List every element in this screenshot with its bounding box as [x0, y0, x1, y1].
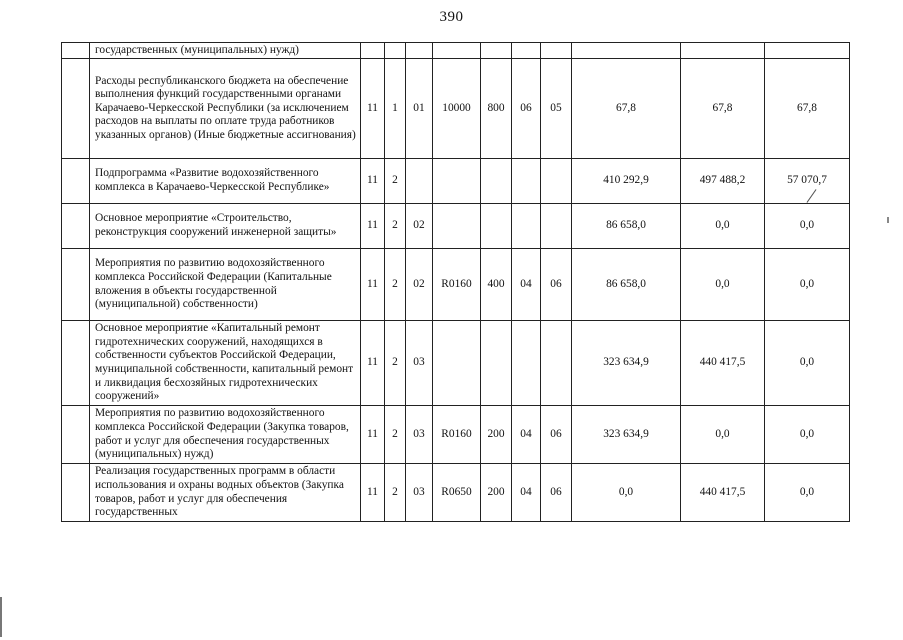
code-cell: 11	[361, 464, 385, 522]
description-cell: Расходы республиканского бюджета на обеспечение выполнения функций государственными органами Карачаево-Черкесской Республики (за исключением расходов на выплаты по оплате труда работников указанных органов) (Иные бюджетные ассигнования)	[90, 59, 361, 159]
scan-edge-mark	[0, 597, 2, 637]
code-cell	[541, 204, 572, 249]
amount-cell: 0,0	[681, 204, 765, 249]
code-cell: 11	[361, 321, 385, 406]
amount-cell: 0,0	[572, 464, 681, 522]
code-cell: 11	[361, 249, 385, 321]
code-cell: 03	[406, 406, 433, 464]
row-marker-cell	[62, 159, 90, 204]
code-cell: 1	[385, 59, 406, 159]
code-cell: 06	[541, 406, 572, 464]
table-row	[62, 321, 850, 406]
table-row	[62, 59, 850, 159]
row-marker-cell	[62, 43, 90, 59]
description-cell: Реализация государственных программ в области использования и охраны водных объектов (Закупка товаров, работ и услуг для обеспечения государственных	[90, 464, 361, 522]
amount-cell: 0,0	[765, 321, 850, 406]
code-cell: 03	[406, 321, 433, 406]
code-cell: 06	[541, 249, 572, 321]
row-marker-cell	[62, 204, 90, 249]
amount-cell: 0,0	[681, 249, 765, 321]
amount-cell: 67,8	[765, 59, 850, 159]
code-cell	[512, 204, 541, 249]
amount-cell: 440 417,5	[681, 464, 765, 522]
code-cell	[433, 43, 481, 59]
amount-cell: 86 658,0	[572, 249, 681, 321]
code-cell	[541, 43, 572, 59]
description-cell: Мероприятия по развитию водохозяйственного комплекса Российской Федерации (Закупка товаров, работ и услуг для обеспечения государственных (муниципальных) нужд)	[90, 406, 361, 464]
code-cell: 11	[361, 204, 385, 249]
code-cell	[481, 43, 512, 59]
code-cell: 2	[385, 406, 406, 464]
amount-cell: 323 634,9	[572, 321, 681, 406]
scan-speck	[887, 217, 889, 223]
code-cell: 04	[512, 464, 541, 522]
code-cell	[361, 43, 385, 59]
code-cell: 03	[406, 464, 433, 522]
row-marker-cell	[62, 249, 90, 321]
code-cell: 05	[541, 59, 572, 159]
description-cell: государственных (муниципальных) нужд)	[90, 43, 361, 59]
code-cell	[512, 43, 541, 59]
amount-cell: 0,0	[681, 406, 765, 464]
amount-cell: 67,8	[572, 59, 681, 159]
code-cell	[433, 159, 481, 204]
code-cell	[481, 321, 512, 406]
code-cell: 02	[406, 204, 433, 249]
code-cell: 2	[385, 249, 406, 321]
code-cell: 11	[361, 59, 385, 159]
code-cell	[433, 204, 481, 249]
budget-table	[61, 42, 850, 522]
table-row	[62, 464, 850, 522]
code-cell: 01	[406, 59, 433, 159]
code-cell: R0160	[433, 406, 481, 464]
amount-cell: 0,0	[765, 406, 850, 464]
code-cell: 200	[481, 464, 512, 522]
amount-cell: 57 070,7	[765, 159, 850, 204]
code-cell: 11	[361, 159, 385, 204]
table-row	[62, 43, 850, 59]
code-cell: 2	[385, 159, 406, 204]
table-row	[62, 249, 850, 321]
code-cell: 2	[385, 204, 406, 249]
code-cell: 04	[512, 406, 541, 464]
amount-cell: 497 488,2	[681, 159, 765, 204]
code-cell: 200	[481, 406, 512, 464]
table-row	[62, 159, 850, 204]
row-marker-cell	[62, 321, 90, 406]
code-cell	[406, 43, 433, 59]
amount-cell: 0,0	[765, 249, 850, 321]
page-number: 390	[439, 9, 464, 25]
amount-cell	[765, 43, 850, 59]
amount-cell: 86 658,0	[572, 204, 681, 249]
code-cell: 2	[385, 321, 406, 406]
amount-cell	[572, 43, 681, 59]
code-cell	[385, 43, 406, 59]
amount-cell	[681, 43, 765, 59]
code-cell	[512, 159, 541, 204]
code-cell	[512, 321, 541, 406]
description-cell: Основное мероприятие «Капитальный ремонт гидротехнических сооружений, находящихся в собственности субъектов Российской Федерации, муниципальной собственности, капитальный ремонт и ликвидация бесхозяйных гидротехнических сооружений»	[90, 321, 361, 406]
amount-cell: 0,0	[765, 204, 850, 249]
code-cell: 800	[481, 59, 512, 159]
row-marker-cell	[62, 59, 90, 159]
table-row	[62, 204, 850, 249]
code-cell: 400	[481, 249, 512, 321]
code-cell	[481, 159, 512, 204]
code-cell	[481, 204, 512, 249]
code-cell: 2	[385, 464, 406, 522]
code-cell	[541, 159, 572, 204]
code-cell: 10000	[433, 59, 481, 159]
amount-cell: 0,0	[765, 464, 850, 522]
code-cell: 06	[541, 464, 572, 522]
code-cell: R0650	[433, 464, 481, 522]
amount-cell: 67,8	[681, 59, 765, 159]
code-cell: 06	[512, 59, 541, 159]
code-cell: 04	[512, 249, 541, 321]
code-cell	[433, 321, 481, 406]
code-cell: R0160	[433, 249, 481, 321]
amount-cell: 323 634,9	[572, 406, 681, 464]
description-cell: Подпрограмма «Развитие водохозяйственного комплекса в Карачаево-Черкесской Республике»	[90, 159, 361, 204]
code-cell	[406, 159, 433, 204]
description-cell: Мероприятия по развитию водохозяйственного комплекса Российской Федерации (Капитальные вложения в объекты государственной (муниципальной) собственности)	[90, 249, 361, 321]
table-row	[62, 406, 850, 464]
code-cell	[541, 321, 572, 406]
description-cell: Основное мероприятие «Строительство, реконструкция сооружений инженерной защиты»	[90, 204, 361, 249]
row-marker-cell	[62, 406, 90, 464]
code-cell: 02	[406, 249, 433, 321]
row-marker-cell	[62, 464, 90, 522]
code-cell: 11	[361, 406, 385, 464]
amount-cell: 440 417,5	[681, 321, 765, 406]
amount-cell: 410 292,9	[572, 159, 681, 204]
